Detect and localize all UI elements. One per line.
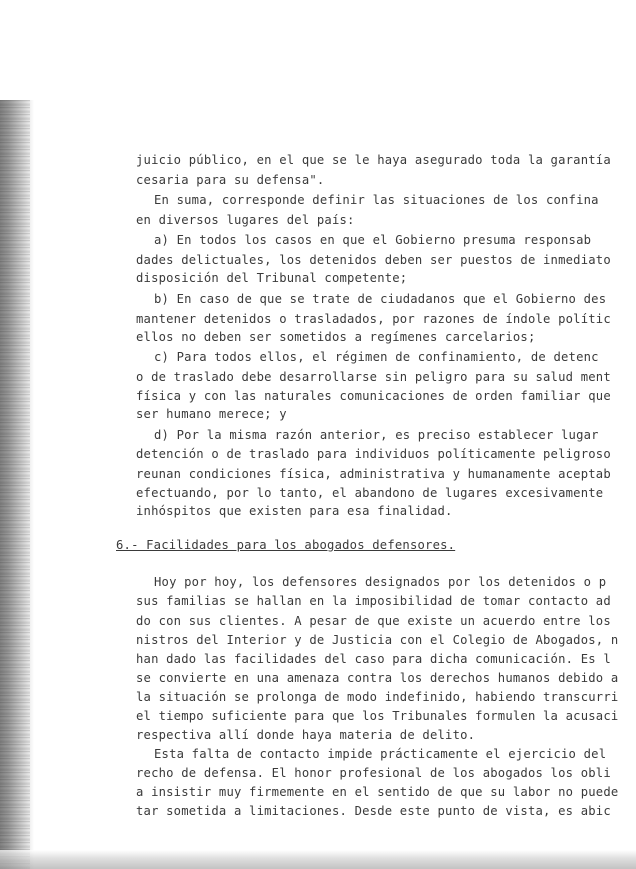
text-line: nistros del Interior y de Justicia con el Colegio de Abogados, n	[136, 633, 619, 647]
text-line: en diversos lugares del país:	[136, 213, 355, 227]
text-line: respectiva allí donde haya materia de delito.	[136, 728, 476, 742]
text-line: c) Para todos ellos, el régimen de confinamiento, de detenc	[154, 350, 599, 364]
text-line: el tiempo suficiente para que los Tribunales formulen la acusaci	[136, 709, 619, 723]
text-line: Esta falta de contacto impide prácticamente el ejercicio del	[154, 747, 607, 761]
text-line: a insistir muy firmemente en el sentido de que su labor no puede	[136, 785, 619, 799]
text-line: la situación se prolonga de modo indefinido, habiendo transcurri	[136, 690, 619, 704]
text-line: efectuando, por lo tanto, el abandono de lugares excesivamente	[136, 486, 604, 500]
text-line: recho de defensa. El honor profesional de los abogados los obli	[136, 766, 611, 780]
text-line: d) Por la misma razón anterior, es preciso establecer lugar	[154, 428, 599, 442]
text-line: Hoy por hoy, los defensores designados por los detenidos o p	[154, 575, 607, 589]
section-heading: 6.- Facilidades para los abogados defensores.	[116, 538, 456, 552]
text-line: sus familias se hallan en la imposibilidad de tomar contacto ad	[136, 594, 611, 608]
scan-edge-noise	[0, 100, 30, 869]
scan-bottom-shadow	[0, 850, 636, 869]
text-line: han dado las facilidades del caso para dicha comunicación. Es l	[136, 652, 611, 666]
text-line: se convierte en una amenaza contra los derechos humanos debido a	[136, 671, 619, 685]
text-line: ellos no deben ser sometidos a regímenes carcelarios;	[136, 330, 536, 344]
text-line: o de traslado debe desarrollarse sin peligro para su salud ment	[136, 370, 611, 384]
text-line: mantener detenidos o trasladados, por razones de índole polític	[136, 312, 611, 326]
text-line: juicio público, en el que se le haya asegurado toda la garantía	[136, 153, 611, 167]
document-body	[96, 146, 636, 846]
text-line: a) En todos los casos en que el Gobierno presuma responsab	[154, 233, 592, 247]
text-line: detención o de traslado para individuos políticamente peligroso	[136, 447, 611, 461]
text-line: disposición del Tribunal competente;	[136, 271, 408, 285]
text-line: cesaria para su defensa".	[136, 173, 325, 187]
text-line: inhóspitos que existen para esa finalidad.	[136, 504, 453, 518]
text-line: física y con las naturales comunicaciones de orden familiar que	[136, 389, 611, 403]
text-line: En suma, corresponde definir las situaciones de los confina	[154, 193, 599, 207]
text-line: dades delictuales, los detenidos deben ser puestos de inmediato	[136, 253, 611, 267]
text-line: ser humano merece; y	[136, 407, 287, 421]
text-line: do con sus clientes. A pesar de que existe un acuerdo entre los	[136, 614, 611, 628]
text-line: tar sometida a limitaciones. Desde este punto de vista, es abic	[136, 804, 611, 818]
text-line: b) En caso de que se trate de ciudadanos que el Gobierno des	[154, 292, 607, 306]
text-line: reunan condiciones física, administrativa y humanamente aceptab	[136, 467, 611, 481]
